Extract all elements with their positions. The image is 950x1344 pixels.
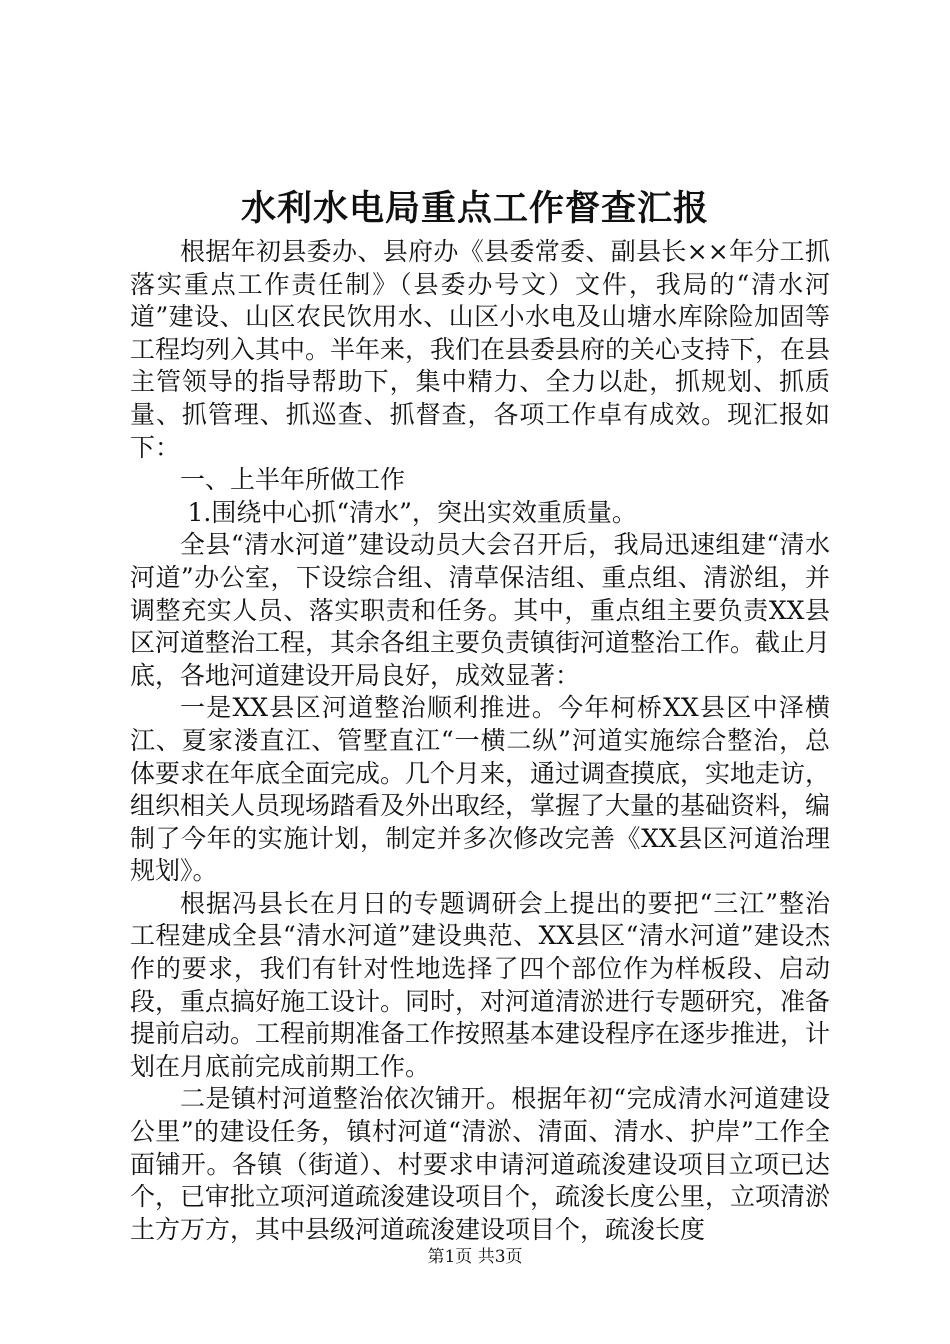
paragraph-village-river: 二是镇村河道整治依次铺开。根据年初“完成清水河道建设公里”的建设任务，镇村河道“清淤、清面、清水、护岸”工作全面铺开。各镇（街道）、村要求申请河道疏浚建设项目立项已达个，已审批立项河道疏浚建设项目个，疏浚长度公里，立项清淤土方万方，其中县级河道疏浚建设项目个，疏浚长度 (130, 1084, 831, 1244)
document-body (130, 236, 830, 1246)
paragraph-intro: 根据年初县委办、县府办《县委常委、副县长××年分工抓落实重点工作责任制》（县委办号文）文件，我局的“清水河道”建设、山区农民饮用水、山区小水电及山塘水库除险加固等工程均列入其中。半年来，我们在县委县府的关心支持下，在县主管领导的指导帮助下，集中精力、全力以赴，抓规划、抓质量、抓管理、抓巡查、抓督查，各项工作卓有成效。现汇报如下： (130, 237, 831, 462)
paragraph-feng-meeting: 根据冯县长在月日的专题调研会上提出的要把“三江”整治工程建成全县“清水河道”建设典范、XX县区“清水河道”建设杰作的要求，我们有针对性地选择了四个部位作为样板段、启动段，重点搞好施工设计。同时，对河道清淤进行专题研究，准备提前启动。工程前期准备工作按照基本建设程序在逐步推进，计划在月底前完成前期工作。 (130, 888, 831, 1081)
page-title: 水利水电局重点工作督查汇报 (240, 188, 709, 229)
section-heading: 一、上半年所做工作 (180, 465, 406, 495)
page-footer: 第1页 共3页 (427, 1247, 523, 1267)
subsection-heading: 1.围绕中心抓“清水”，突出实效重质量。 (187, 497, 637, 527)
paragraph-mobilization: 全县“清水河道”建设动员大会召开后，我局迅速组建“清水河道”办公室，下设综合组、清草保洁组、重点组、清淤组，并调整充实人员、落实职责和任务。其中，重点组主要负责XX县区河道整治工程，其余各组主要负责镇街河道整治工作。截止月底，各地河道建设开局良好，成效显著： (130, 530, 831, 690)
paragraph-county-river: 一是XX县区河道整治顺利推进。今年柯桥XX县区中泽横江、夏家溇直江、管墅直江“一横二纵”河道实施综合整治，总体要求在年底全面完成。几个月来，通过调查摸底，实地走访，组织相关人员现场踏看及外出取经，掌握了大量的基础资料，编制了今年的实施计划，制定并多次修改完善《XX县区河道治理规划》。 (130, 693, 831, 886)
